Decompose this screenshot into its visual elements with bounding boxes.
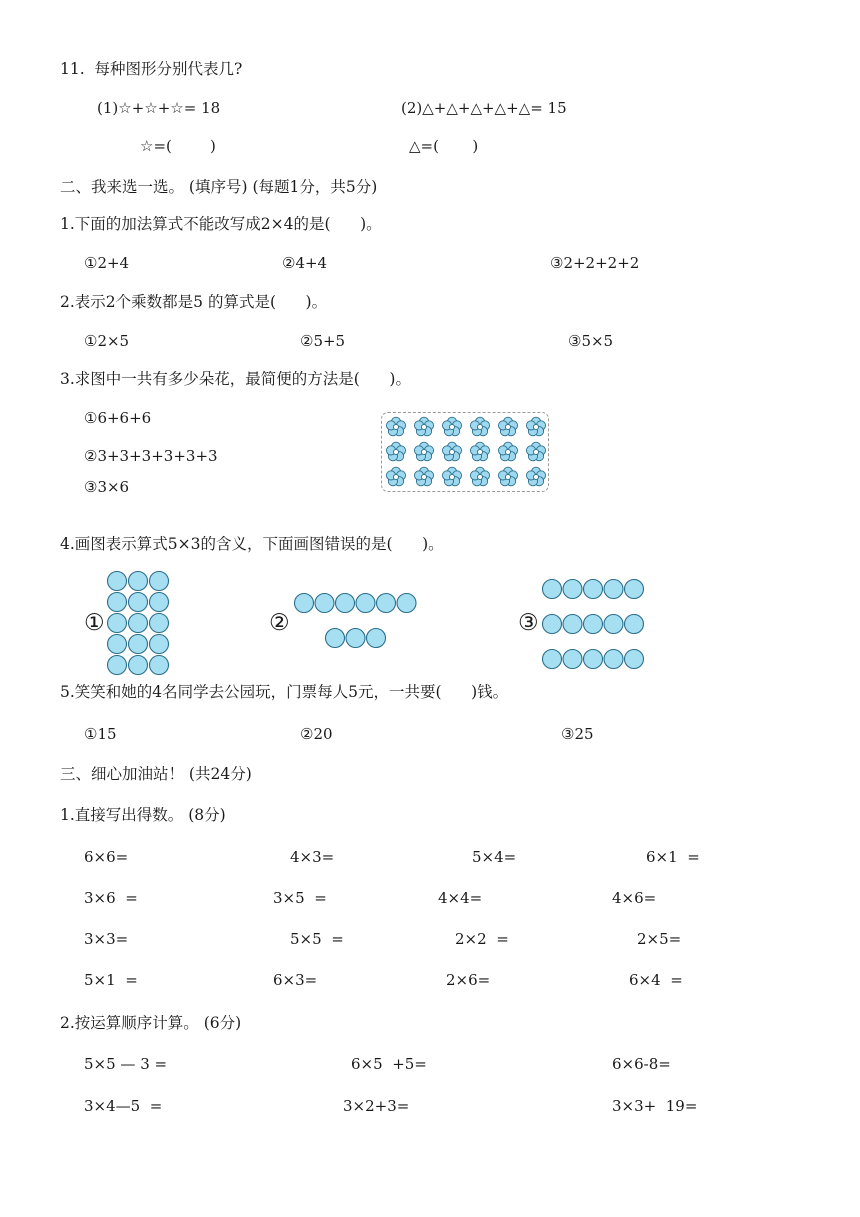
circle-dot: [150, 593, 169, 612]
circle-dot: [108, 614, 127, 633]
q11-part-2: (2)△+△+△+△+△= 15: [401, 99, 567, 117]
circle-dot: [108, 593, 127, 612]
circle-dot: [625, 650, 644, 669]
s2-q3-option-1[interactable]: ①6+6+6: [84, 409, 152, 427]
circle-dot: [563, 580, 582, 599]
s2-q2-option-3[interactable]: ③5×5: [568, 332, 614, 350]
circle-dot: [129, 593, 148, 612]
circle-dot: [150, 572, 169, 591]
circle-dot: [346, 629, 365, 648]
circle-dot: [584, 650, 603, 669]
order-calc-1-3[interactable]: 6×6-8=: [612, 1055, 671, 1073]
circle-dot: [543, 650, 562, 669]
s2-q4-label-2[interactable]: ②: [269, 610, 290, 636]
flower-icon: [498, 442, 517, 461]
s2-q4-text: 4.画图表示算式5×3的含义，下面画图错误的是( )。: [60, 535, 444, 553]
calc-3-1[interactable]: 3×3=: [84, 930, 129, 948]
circle-dot: [129, 614, 148, 633]
q11-answer-1[interactable]: ☆=( ): [140, 137, 216, 155]
calc-2-4[interactable]: 4×6=: [612, 889, 657, 907]
s2-q5-option-3[interactable]: ③25: [561, 725, 594, 743]
s2-q5-option-1[interactable]: ①15: [84, 725, 117, 743]
s2-q3-option-2[interactable]: ②3+3+3+3+3+3: [84, 447, 218, 465]
s2-q2-option-2[interactable]: ②5+5: [300, 332, 346, 350]
s3-q1-text: 1.直接写出得数。 (8分): [60, 806, 226, 824]
circle-dot: [295, 594, 314, 613]
s2-q5-option-2[interactable]: ②20: [300, 725, 333, 743]
figure-3-svg: [541, 578, 645, 670]
calc-3-2[interactable]: 5×5 =: [290, 930, 344, 948]
circle-dot: [326, 629, 345, 648]
flower-grid-svg: [382, 413, 548, 491]
flower-icon: [386, 442, 405, 461]
circle-dot: [367, 629, 386, 648]
figure-1-svg: [106, 570, 170, 676]
calc-1-2[interactable]: 4×3=: [290, 848, 335, 866]
order-calc-1-1[interactable]: 5×5 — 3 =: [84, 1055, 168, 1073]
s2-q1-text: 1.下面的加法算式不能改写成2×4的是( )。: [60, 215, 382, 233]
s2-q1-option-3[interactable]: ③2+2+2+2: [550, 254, 640, 272]
flower-icon: [442, 442, 461, 461]
order-calc-1-2[interactable]: 6×5 +5=: [351, 1055, 427, 1073]
circle-dot: [108, 635, 127, 654]
calc-4-1[interactable]: 5×1 =: [84, 971, 138, 989]
flower-icon: [470, 417, 489, 436]
circle-dot: [108, 656, 127, 675]
s2-q1-option-2[interactable]: ②4+4: [282, 254, 328, 272]
circle-dot: [584, 615, 603, 634]
circle-dot: [604, 615, 623, 634]
q11-answer-2[interactable]: △=( ): [409, 137, 479, 155]
calc-2-2[interactable]: 3×5 =: [273, 889, 327, 907]
flower-icon: [526, 467, 545, 486]
s2-q4-label-3[interactable]: ③: [518, 610, 539, 636]
calc-4-2[interactable]: 6×3=: [273, 971, 318, 989]
s2-q3-option-3[interactable]: ③3×6: [84, 478, 130, 496]
calc-2-1[interactable]: 3×6 =: [84, 889, 138, 907]
circle-dot: [604, 650, 623, 669]
order-calc-2-3[interactable]: 3×3+ 19=: [612, 1097, 698, 1115]
flower-icon: [526, 417, 545, 436]
figure-2-svg: [293, 592, 417, 652]
circle-dot: [625, 580, 644, 599]
circle-dot: [129, 635, 148, 654]
flower-icon: [386, 417, 405, 436]
s2-q5-text: 5.笑笑和她的4名同学去公园玩，门票每人5元，一共要( )钱。: [60, 683, 509, 701]
circle-dot: [336, 594, 355, 613]
q11-part-1: (1)☆+☆+☆= 18: [97, 99, 221, 117]
calc-1-3[interactable]: 5×4=: [472, 848, 517, 866]
flower-grid-figure: [381, 412, 549, 492]
figure-3-circles: [541, 578, 645, 670]
circle-dot: [377, 594, 396, 613]
circle-dot: [543, 580, 562, 599]
circle-dot: [150, 656, 169, 675]
circle-dot: [563, 615, 582, 634]
flower-icon: [470, 467, 489, 486]
flower-icon: [498, 417, 517, 436]
flower-icon: [442, 417, 461, 436]
s2-q1-option-1[interactable]: ①2+4: [84, 254, 130, 272]
calc-3-4[interactable]: 2×5=: [637, 930, 682, 948]
figure-2-circles: [293, 592, 417, 652]
flower-icon: [414, 467, 433, 486]
order-calc-2-2[interactable]: 3×2+3=: [343, 1097, 410, 1115]
circle-dot: [356, 594, 375, 613]
circle-dot: [150, 635, 169, 654]
calc-1-4[interactable]: 6×1 =: [646, 848, 700, 866]
question-11-title: 11. 每种图形分别代表几?: [60, 60, 243, 78]
circle-dot: [625, 615, 644, 634]
flower-icon: [498, 467, 517, 486]
flower-icon: [386, 467, 405, 486]
flower-icon: [526, 442, 545, 461]
order-calc-2-1[interactable]: 3×4—5 =: [84, 1097, 163, 1115]
section-3-heading: 三、细心加油站！ (共24分): [60, 765, 252, 783]
calc-4-3[interactable]: 2×6=: [446, 971, 491, 989]
circle-dot: [315, 594, 334, 613]
s2-q3-text: 3.求图中一共有多少朵花，最简便的方法是( )。: [60, 370, 411, 388]
calc-3-3[interactable]: 2×2 =: [455, 930, 509, 948]
circle-dot: [543, 615, 562, 634]
circle-dot: [397, 594, 416, 613]
circle-dot: [563, 650, 582, 669]
circle-dot: [584, 580, 603, 599]
circle-dot: [150, 614, 169, 633]
flower-icon: [414, 442, 433, 461]
flower-icon: [442, 467, 461, 486]
calc-1-1[interactable]: 6×6=: [84, 848, 129, 866]
flower-icon: [414, 417, 433, 436]
flower-icon: [470, 442, 489, 461]
circle-dot: [108, 572, 127, 591]
figure-1-circles: [106, 570, 170, 676]
calc-4-4[interactable]: 6×4 =: [629, 971, 683, 989]
circle-dot: [604, 580, 623, 599]
s2-q4-label-1[interactable]: ①: [84, 610, 105, 636]
circle-dot: [129, 656, 148, 675]
s2-q2-text: 2.表示2个乘数都是5 的算式是( )。: [60, 293, 328, 311]
calc-2-3[interactable]: 4×4=: [438, 889, 483, 907]
s3-q2-text: 2.按运算顺序计算。 (6分): [60, 1014, 242, 1032]
s2-q2-option-1[interactable]: ①2×5: [84, 332, 130, 350]
circle-dot: [129, 572, 148, 591]
section-2-heading: 二、我来选一选。 (填序号) (每题1分，共5分): [60, 178, 378, 196]
